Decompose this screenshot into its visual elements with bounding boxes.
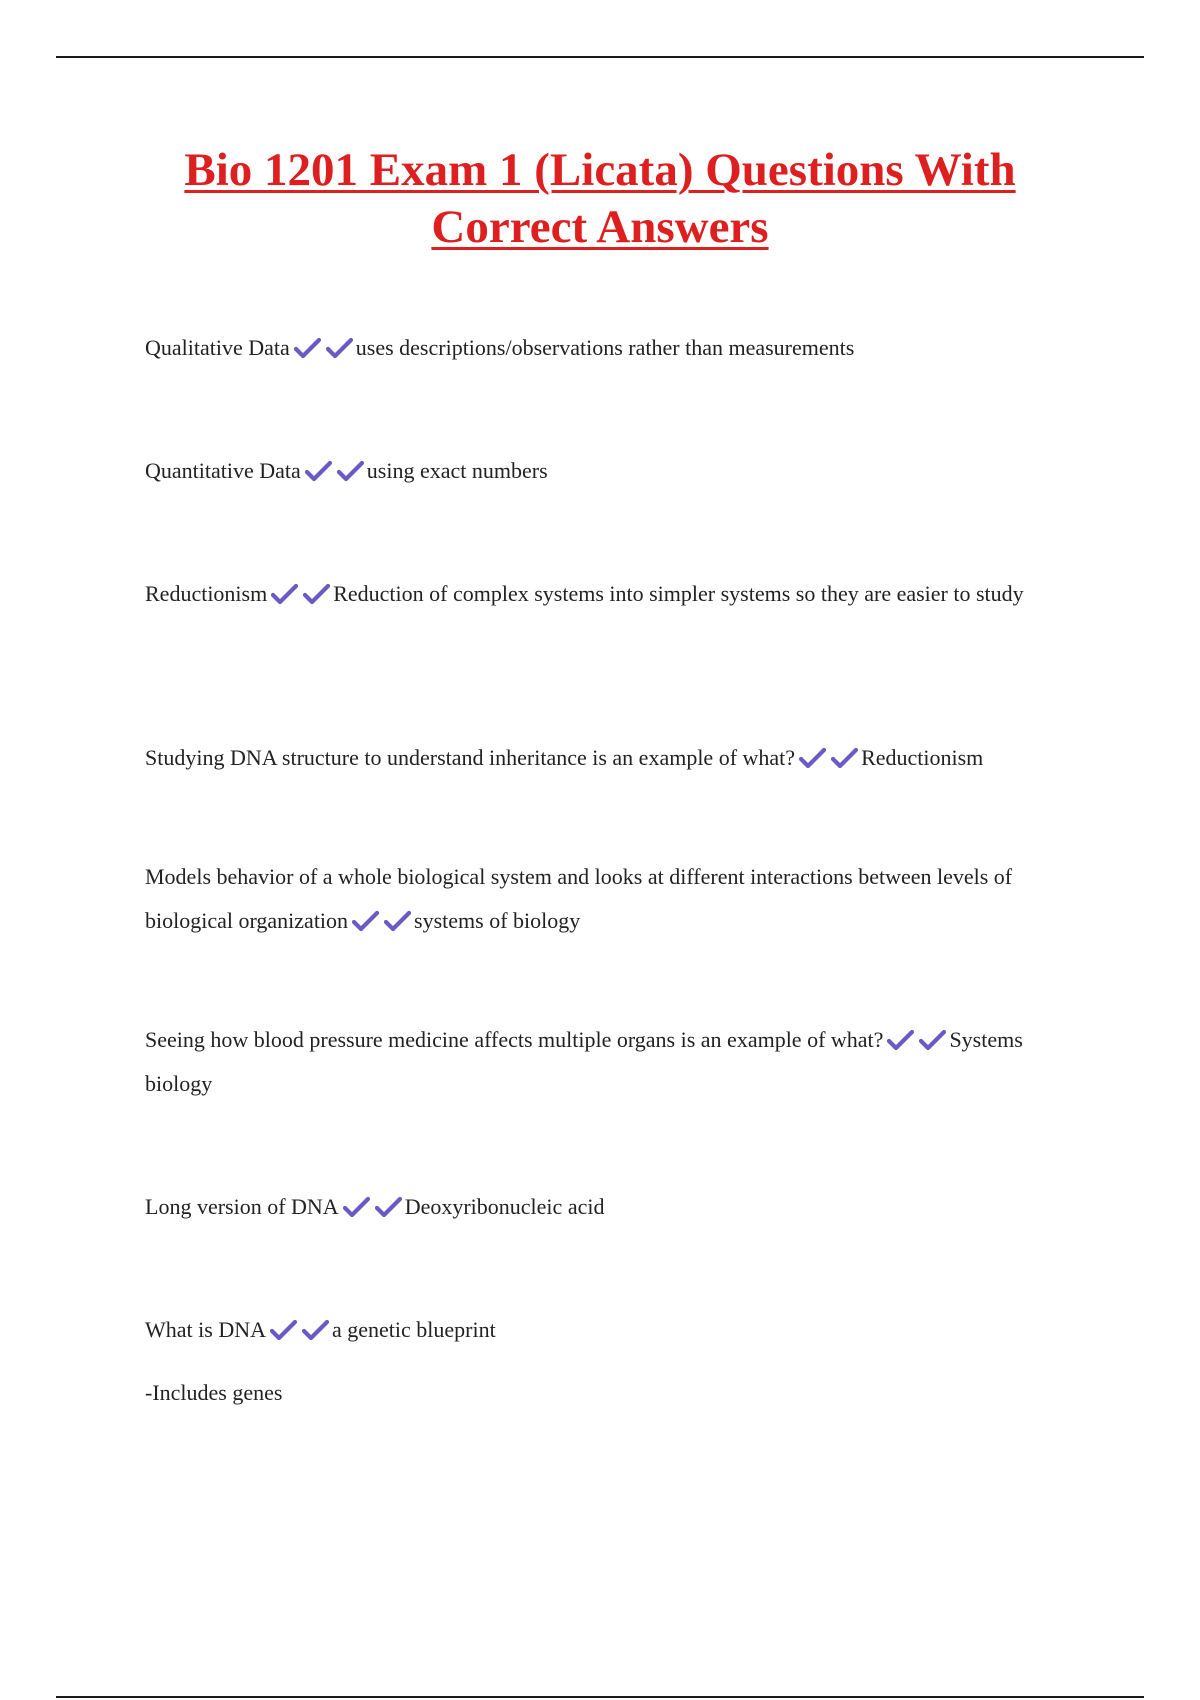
- checkmark-icon: [352, 910, 379, 932]
- answer-text: systems of biology: [414, 908, 581, 933]
- answer-text: using exact numbers: [366, 458, 548, 483]
- qa-item-4: [145, 736, 1085, 780]
- qa-item-5: [145, 855, 1085, 943]
- answer-extra-text: -Includes genes: [145, 1380, 283, 1405]
- question-text: Seeing how blood pressure medicine affects multiple organs is an example of what?: [145, 1027, 884, 1052]
- qa-item-1: [145, 326, 1085, 370]
- checkmark-icon: [270, 1319, 297, 1341]
- checkmark-icon: [303, 583, 330, 605]
- top-rule: [56, 56, 1144, 58]
- qa-item-8: [145, 1308, 1085, 1352]
- checkmark-icon: [302, 1319, 329, 1341]
- question-text: Long version of DNA: [145, 1194, 339, 1219]
- checkmark-icon: [887, 1029, 914, 1051]
- bottom-rule: [56, 1696, 1144, 1698]
- checkmark-icon: [375, 1196, 402, 1218]
- answer-text: Systems biology: [145, 1027, 1023, 1096]
- question-text: Reductionism: [145, 581, 268, 606]
- checkmark-icon: [305, 460, 332, 482]
- question-text: What is DNA: [145, 1317, 266, 1342]
- qa-item-7: [145, 1185, 1085, 1229]
- checkmark-icon: [919, 1029, 946, 1051]
- question-text: Quantitative Data: [145, 458, 301, 483]
- checkmark-icon: [384, 910, 411, 932]
- checkmark-icon: [271, 583, 298, 605]
- checkmark-icon: [831, 747, 858, 769]
- question-text: Studying DNA structure to understand inheritance is an example of what?: [145, 745, 796, 770]
- checkmark-icon: [294, 337, 321, 359]
- answer-text: a genetic blueprint: [331, 1317, 496, 1342]
- qa-item-6: [145, 1018, 1085, 1106]
- answer-text: Deoxyribonucleic acid: [404, 1194, 605, 1219]
- checkmark-icon: [326, 337, 353, 359]
- document-title: Bio 1201 Exam 1 (Licata) Questions With Correct Answers: [184, 144, 1016, 253]
- question-text: Qualitative Data: [145, 335, 290, 360]
- answer-text: Reduction of complex systems into simpler systems so they are easier to study: [333, 581, 1024, 606]
- checkmark-icon: [337, 460, 364, 482]
- checkmark-icon: [343, 1196, 370, 1218]
- checkmark-icon: [799, 747, 826, 769]
- answer-text: uses descriptions/observations rather than measurements: [355, 335, 855, 360]
- qa-item-2: [145, 449, 1085, 493]
- answer-text: Reductionism: [861, 745, 984, 770]
- question-text: Models behavior of a whole biological system and looks at different interactions between levels of biological organization: [145, 864, 1013, 933]
- qa-item-3: [145, 572, 1085, 616]
